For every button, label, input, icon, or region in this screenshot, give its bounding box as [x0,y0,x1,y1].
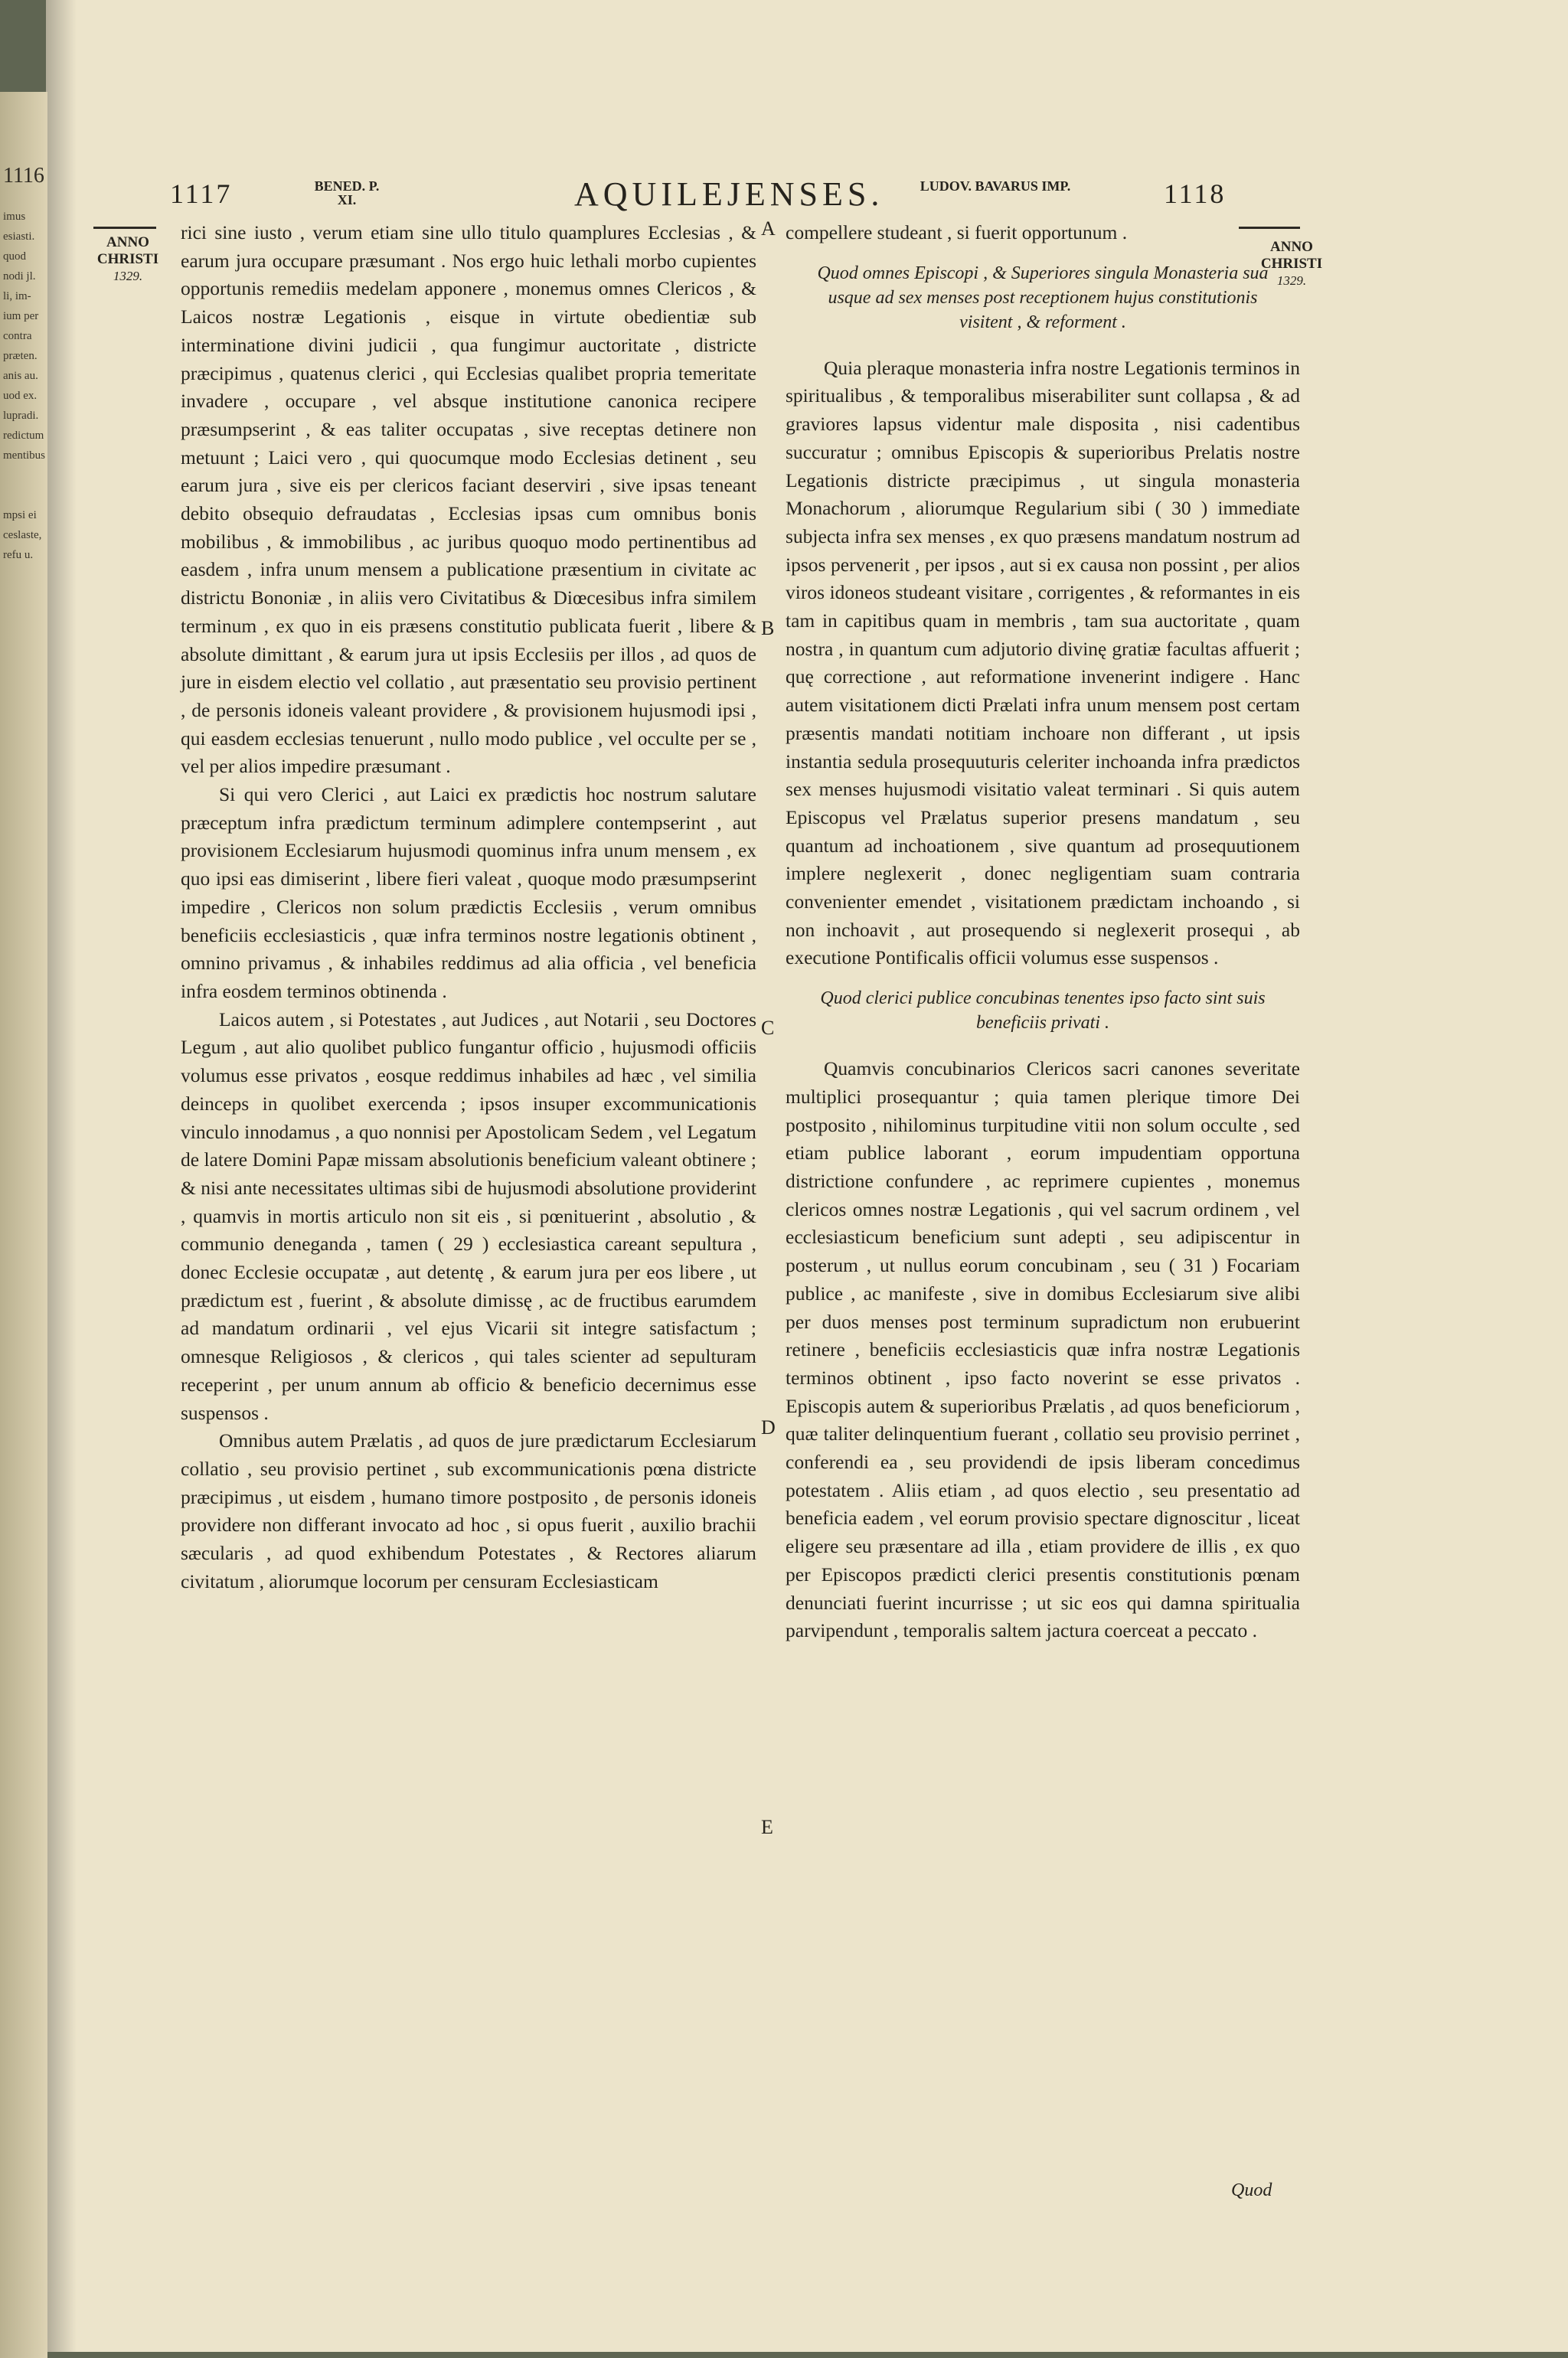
catchword: Quod [1231,2180,1272,2200]
previous-page-edge [0,92,47,2358]
left-paragraph-2: Si qui vero Clerici , aut Laici ex prædictis hoc nostrum salutare præceptum infra prædictum terminum adimplere contempserint , aut provisionem Ecclesiarum hujusmodi quominus infra unum mensem , ex quo ipsi eas dimiserint , libere fieri valeat , quoque modo præsumpserint impedire , Clericos non solum prædictis Ecclesiis , verum omnibus beneficiis ecclesiasticis , quæ infra terminos nostre legationis obtinent , omnino privamus , & inhabiles reddimus ad alia officia , vel beneficia infra eosdem terminos obtinenda . [181,783,756,1002]
book-page [46,0,1568,2352]
gutter-shadow [46,0,77,2352]
left-column [181,219,756,1595]
margin-letter-b: B [761,617,775,639]
margin-letter-a: A [761,217,776,240]
section-heading-visitation: Quod omnes Episcopi , & Superiores singula Monasteria sua usque ad sex menses post receptionem hujus constitutionis visitent , & reforment . [817,263,1269,332]
left-paragraph-4: Omnibus autem Prælatis , ad quos de jure prædictarum Ecclesiarum collatio , seu provisio pertinet , sub excommunicationis pœna districte præcipimus , ut eisdem , humano timore postposito , de personis idoneis providere non differant invocato ad hoc , si opus fuerit , auxilio brachii sæcularis , ad quod exhibendum Potestates , & Rectores aliarum civitatum , aliorumque locorum per censuram Ecclesiasticam [181,1429,756,1592]
margin-letter-d: D [761,1416,776,1439]
anno-christi-left [86,234,170,285]
margin-letter-e: E [761,1816,773,1838]
left-paragraph-3: Laicos autem , si Potestates , aut Judices , aut Notarii , seu Doctores Legum , aut alio quolibet publico fungantur officio , hujusmodi officiis volumus esse privatos , eosque reddimus inhabiles ad hæc , vel similia deinceps in quolibet exercenda ; ipsos insuper excommunicationis vinculo innodamus , a quo nonnisi per Apostolicam Sedem , vel Legatum de latere Domini Papæ missam absolutionis beneficium valeant obtinere ; & nisi ante necessitates ultimas sibi de hujusmodi absolutione providerint , quamvis in mortis articulo non sit eis , si pœnituerint , absolutio , & communio deneganda , tamen ( 29 ) ecclesiastica careant sepultura , donec Ecclesie occupatæ , aut detentę , & earum jura per eos libere , ut prædictum est , fuerint , & absolute dimissę , ac de fructibus earumdem ad mandatum ordinarii , vel ejus Vicarii sit integre satisfactum ; omnesque Religiosos , & clericos , qui tales scienter ad sepulturam receperint , per unum annum ab officio & beneficio decernimus esse suspensos . [181,1008,756,1424]
page-title: AQUILEJENSES. [574,175,884,213]
anno-year: 1329. [1276,273,1307,288]
previous-page-fragments: imus esiasti. quod nodi jl. li, im- ium per contra præten. anis au. uod ex. lupradi. redictum mentibus mpsi ei ceslaste, refu u. [3,211,45,561]
anno-label: ANNO CHRISTI [96,234,159,267]
page-number-right: 1118 [1164,178,1227,209]
header-rule-left [93,227,156,229]
anno-label: ANNO CHRISTI [1260,239,1323,272]
pope-heading: BENED. P. XI. [314,178,380,207]
right-paragraph-2: Quamvis concubinarios Clericos sacri canones severitate multiplici prosequantur ; quia tamen plerique timore Dei postposito , nihilominus turpitudine vitii non solum occulte , sed etiam publice laborant , eorum impudentiam opportuna districtione confundere , ac reprimere cupientes , monemus clericos omnes nostræ Legationis , qui vel sacrum ordinem , vel ecclesiasticum beneficium sunt adepti , seu adipiscentur in posterum , ut nullus eorum concubinam , seu ( 31 ) Focariam publice , ac manifeste , sive in domibus Ecclesiarum sive alibi per duos menses post terminum supradictum non erubuerint retinere , beneficiis ecclesiasticis quæ infra nostræ Legationis terminos obtinent , ipso facto noverint se esse privatos . Episcopis autem & superioribus Prælatis , ad quos beneficiorum , quæ taliter delinquentium fuerant , collatio seu provisio perrinet , conferendi ea , seu providendi de ipsis liberam concedimus potestatem . Aliis etiam , ad quos electio , seu presentatio ad beneficia eadem , vel eorum provisio spectare dignoscitur , liceat eligere seu præsentare ad illa , etiam providere de illis , ex quo per Episcopos prædicti clerici presentis constitutionis pœnam denunciati fuerint incurrisse ; ut sic eos qui damna spiritualia parvipendunt , temporalis saltem jactura coerceat a peccato . [786,1057,1300,1642]
right-paragraph-0: compellere studeant , si fuerit opportunum . [786,221,1128,243]
left-paragraph-1: rici sine iusto , verum etiam sine ullo titulo quamplures Ecclesias , & earum jura occupare præsumant . Nos ergo huic lethali morbo cupientes opportunis remediis medelam apponere , monemus omnes Clericos , & Laicos nostræ Legationis , eisque in virtute obedientiæ sub interminatione divini judicii , qua fungimur auctoritate , districte præcipimus , quatenus clerici , qui Ecclesias qualibet propria temeritate invadere , occupare , vel absque institutione canonica recipere præsumpserint , & eas taliter occupatas , sive receptas detinere non metuunt ; Laici vero , qui quocumque modo Ecclesias detinent , seu earum jura , sive eis per clericos faciant deserviri , sive ipsas teneant debito obsequio defraudatas , Ecclesias ipsas cum omnibus bonis mobilibus , & immobilibus , ac juribus quoquo modo pertinentibus ad easdem , infra unum mensem a publicatione præsentium in civitate ac districtu Bononiæ , in aliis vero Civitatibus & Diœcesibus infra similem terminum , ex quo in eis præsens constitutio publicata fuerit , libere & absolute dimittant , & earum jura ut ipsis Ecclesiis per illos , ad quos de jure in eisdem electio vel collatio , aut præsentatio seu provisio pertinent , de personis idoneis valeant providere , & provisionem hujusmodi ipsi , qui easdem ecclesias tenuerunt , nullo modo publice , vel occulte per se , vel per alios impedire præsumant . [181,221,756,778]
section-heading-concubines: Quod clerici publice concubinas tenentes ipso facto sint suis beneficiis privati . [820,988,1266,1034]
anno-year: 1329. [113,269,143,283]
margin-letter-c: C [761,1017,775,1039]
right-column [786,219,1300,1645]
page-number-left: 1117 [170,178,233,209]
previous-page-number: 1116 [3,164,44,188]
running-header [46,175,1568,220]
right-paragraph-1: Quia pleraque monasteria infra nostre Legationis terminos in spiritualibus , & temporalibus miserabiliter sunt collapsa , & ad graviores lapsus videntur male disposita , nisi cadentibus succuratur ; omnibus Episcopis & superioribus Prelatis nostre Legationis districte præcipimus , ut singula monasteria Monachorum , aliorumque Regularium sibi ( 30 ) immediate subjecta infra sex menses , ex quo præsens mandatum nostrum ad ipsos pervenerit , per ipsos , aut si ex causa non possint , per alios viros idoneos studeant visitare , corrigentes , & reformantes in eis tam in capitibus quam in membris , tam sua auctoritate , quam nostra , in quantum cum adjutorio divinę gratiæ facultas affuerit ; quę correctione , aut reformatione invenerint indigere . Hanc autem visitationem dicti Prælati infra unum mensem post certam præsentis mandati notitiam inchoare non differant , ut ipsis instantia sedula prosequuturis celeriter inchoanda infra prædictos sex menses hujusmodi visitatio valeat terminari . Si quis autem Episcopus vel Prælatus superior presens mandatum , seu quantum ad inchoationem , sive quantum ad prosequutionem implere neglexerit , donec negligentiam suam contraria convenienter emendet , visitationem prædictam inchoando , si non inchoavit , aut prosequendo si neglexerit prosequi , ab executione Pontificalis officii volumus esse suspensos . [786,356,1300,969]
emperor-heading: LUDOV. BAVARUS IMP. [920,178,1071,194]
